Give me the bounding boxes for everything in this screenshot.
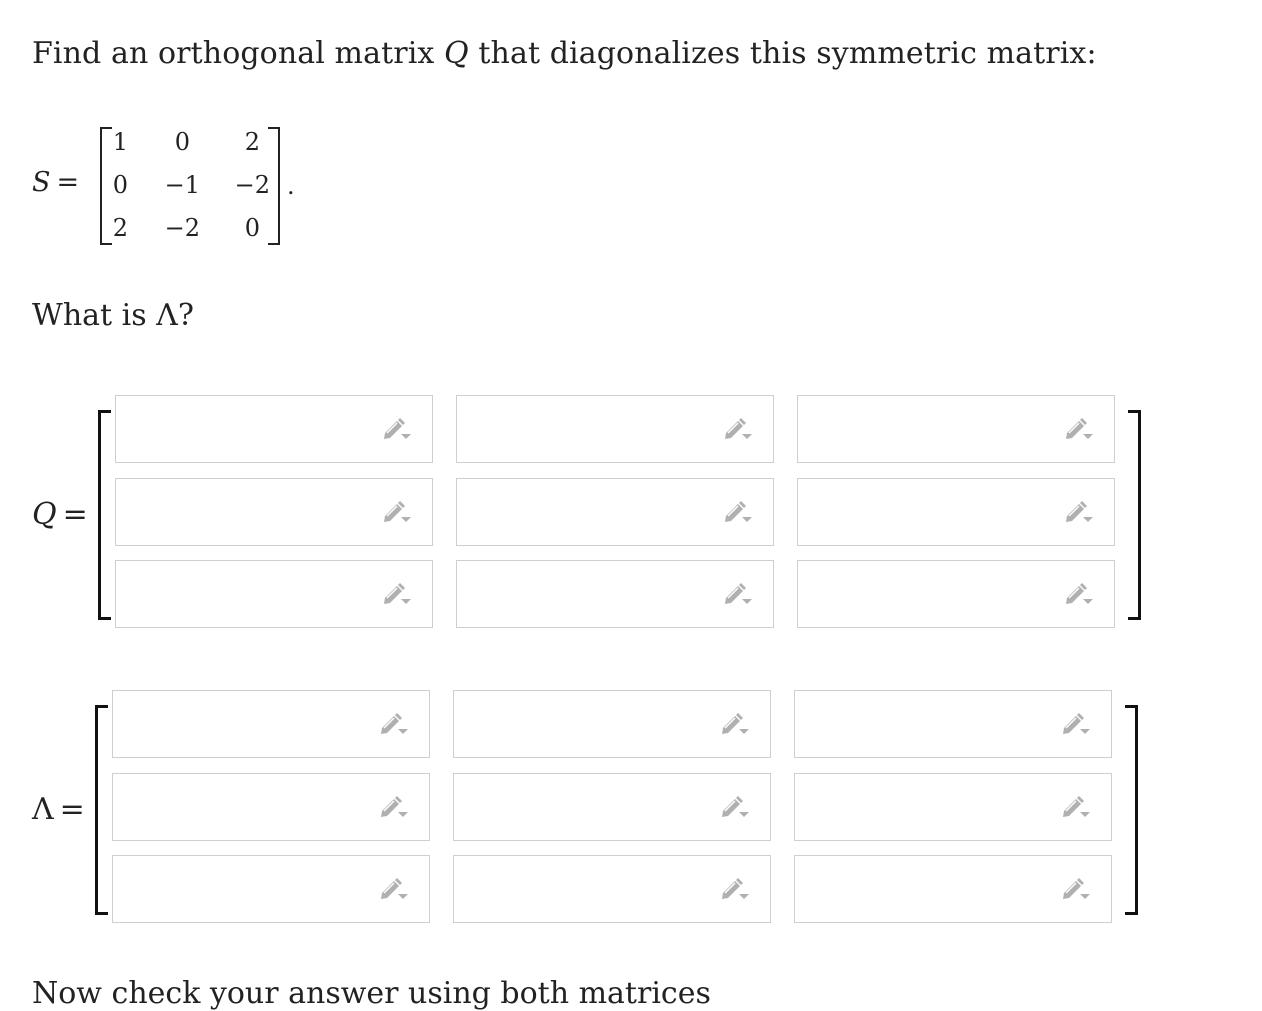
matrix-s-cell: −2	[234, 171, 270, 199]
matrix-s-cell: 0	[112, 171, 128, 199]
matrix-q-equals: =	[62, 497, 88, 532]
instruction-text-cutoff: Now check your answer using both matrices	[32, 976, 711, 1011]
pencil-dropdown-icon[interactable]	[378, 877, 410, 901]
pencil-dropdown-icon[interactable]	[1063, 417, 1095, 441]
matrix-s-equals: =	[56, 167, 80, 198]
pencil-dropdown-icon[interactable]	[1060, 877, 1092, 901]
problem-prompt	[32, 36, 1097, 71]
matrix-s	[100, 127, 280, 245]
matrix-s-cell: 2	[112, 214, 128, 242]
prompt-text-after: that diagonalizes this symmetric matrix:	[468, 36, 1097, 71]
matrix-lambda-equals: =	[59, 792, 85, 827]
prompt-variable: Q	[444, 36, 469, 71]
matrix-lambda-left-bracket	[95, 705, 108, 915]
matrix-s-name: S	[32, 167, 51, 198]
matrix-q-left-bracket	[98, 410, 111, 620]
matrix-q-name: Q	[32, 497, 57, 532]
pencil-dropdown-icon[interactable]	[1060, 712, 1092, 736]
pencil-dropdown-icon[interactable]	[381, 500, 413, 524]
matrix-lambda-name: Λ	[32, 792, 54, 827]
pencil-dropdown-icon[interactable]	[1063, 582, 1095, 606]
matrix-lambda-right-bracket	[1125, 705, 1138, 915]
pencil-dropdown-icon[interactable]	[722, 500, 754, 524]
pencil-dropdown-icon[interactable]	[1063, 500, 1095, 524]
pencil-dropdown-icon[interactable]	[1060, 795, 1092, 819]
matrix-q-label	[32, 497, 88, 532]
pencil-dropdown-icon[interactable]	[722, 417, 754, 441]
pencil-dropdown-icon[interactable]	[381, 417, 413, 441]
prompt-text-before: Find an orthogonal matrix	[32, 36, 445, 71]
matrix-lambda-label	[32, 792, 85, 827]
pencil-dropdown-icon[interactable]	[378, 712, 410, 736]
pencil-dropdown-icon[interactable]	[378, 795, 410, 819]
matrix-q-right-bracket	[1128, 410, 1141, 620]
pencil-dropdown-icon[interactable]	[719, 712, 751, 736]
matrix-s-cell: 2	[244, 128, 260, 156]
matrix-s-cell: 1	[112, 128, 128, 156]
pencil-dropdown-icon[interactable]	[722, 582, 754, 606]
pencil-dropdown-icon[interactable]	[381, 582, 413, 606]
matrix-s-period: .	[287, 172, 295, 200]
matrix-s-cell: 0	[174, 128, 190, 156]
pencil-dropdown-icon[interactable]	[719, 795, 751, 819]
matrix-s-cell: 0	[244, 214, 260, 242]
matrix-s-cell: −2	[164, 214, 200, 242]
matrix-s-cell: −1	[164, 171, 200, 199]
pencil-dropdown-icon[interactable]	[719, 877, 751, 901]
question-text: What is Λ?	[32, 298, 194, 333]
matrix-s-label	[32, 167, 79, 198]
